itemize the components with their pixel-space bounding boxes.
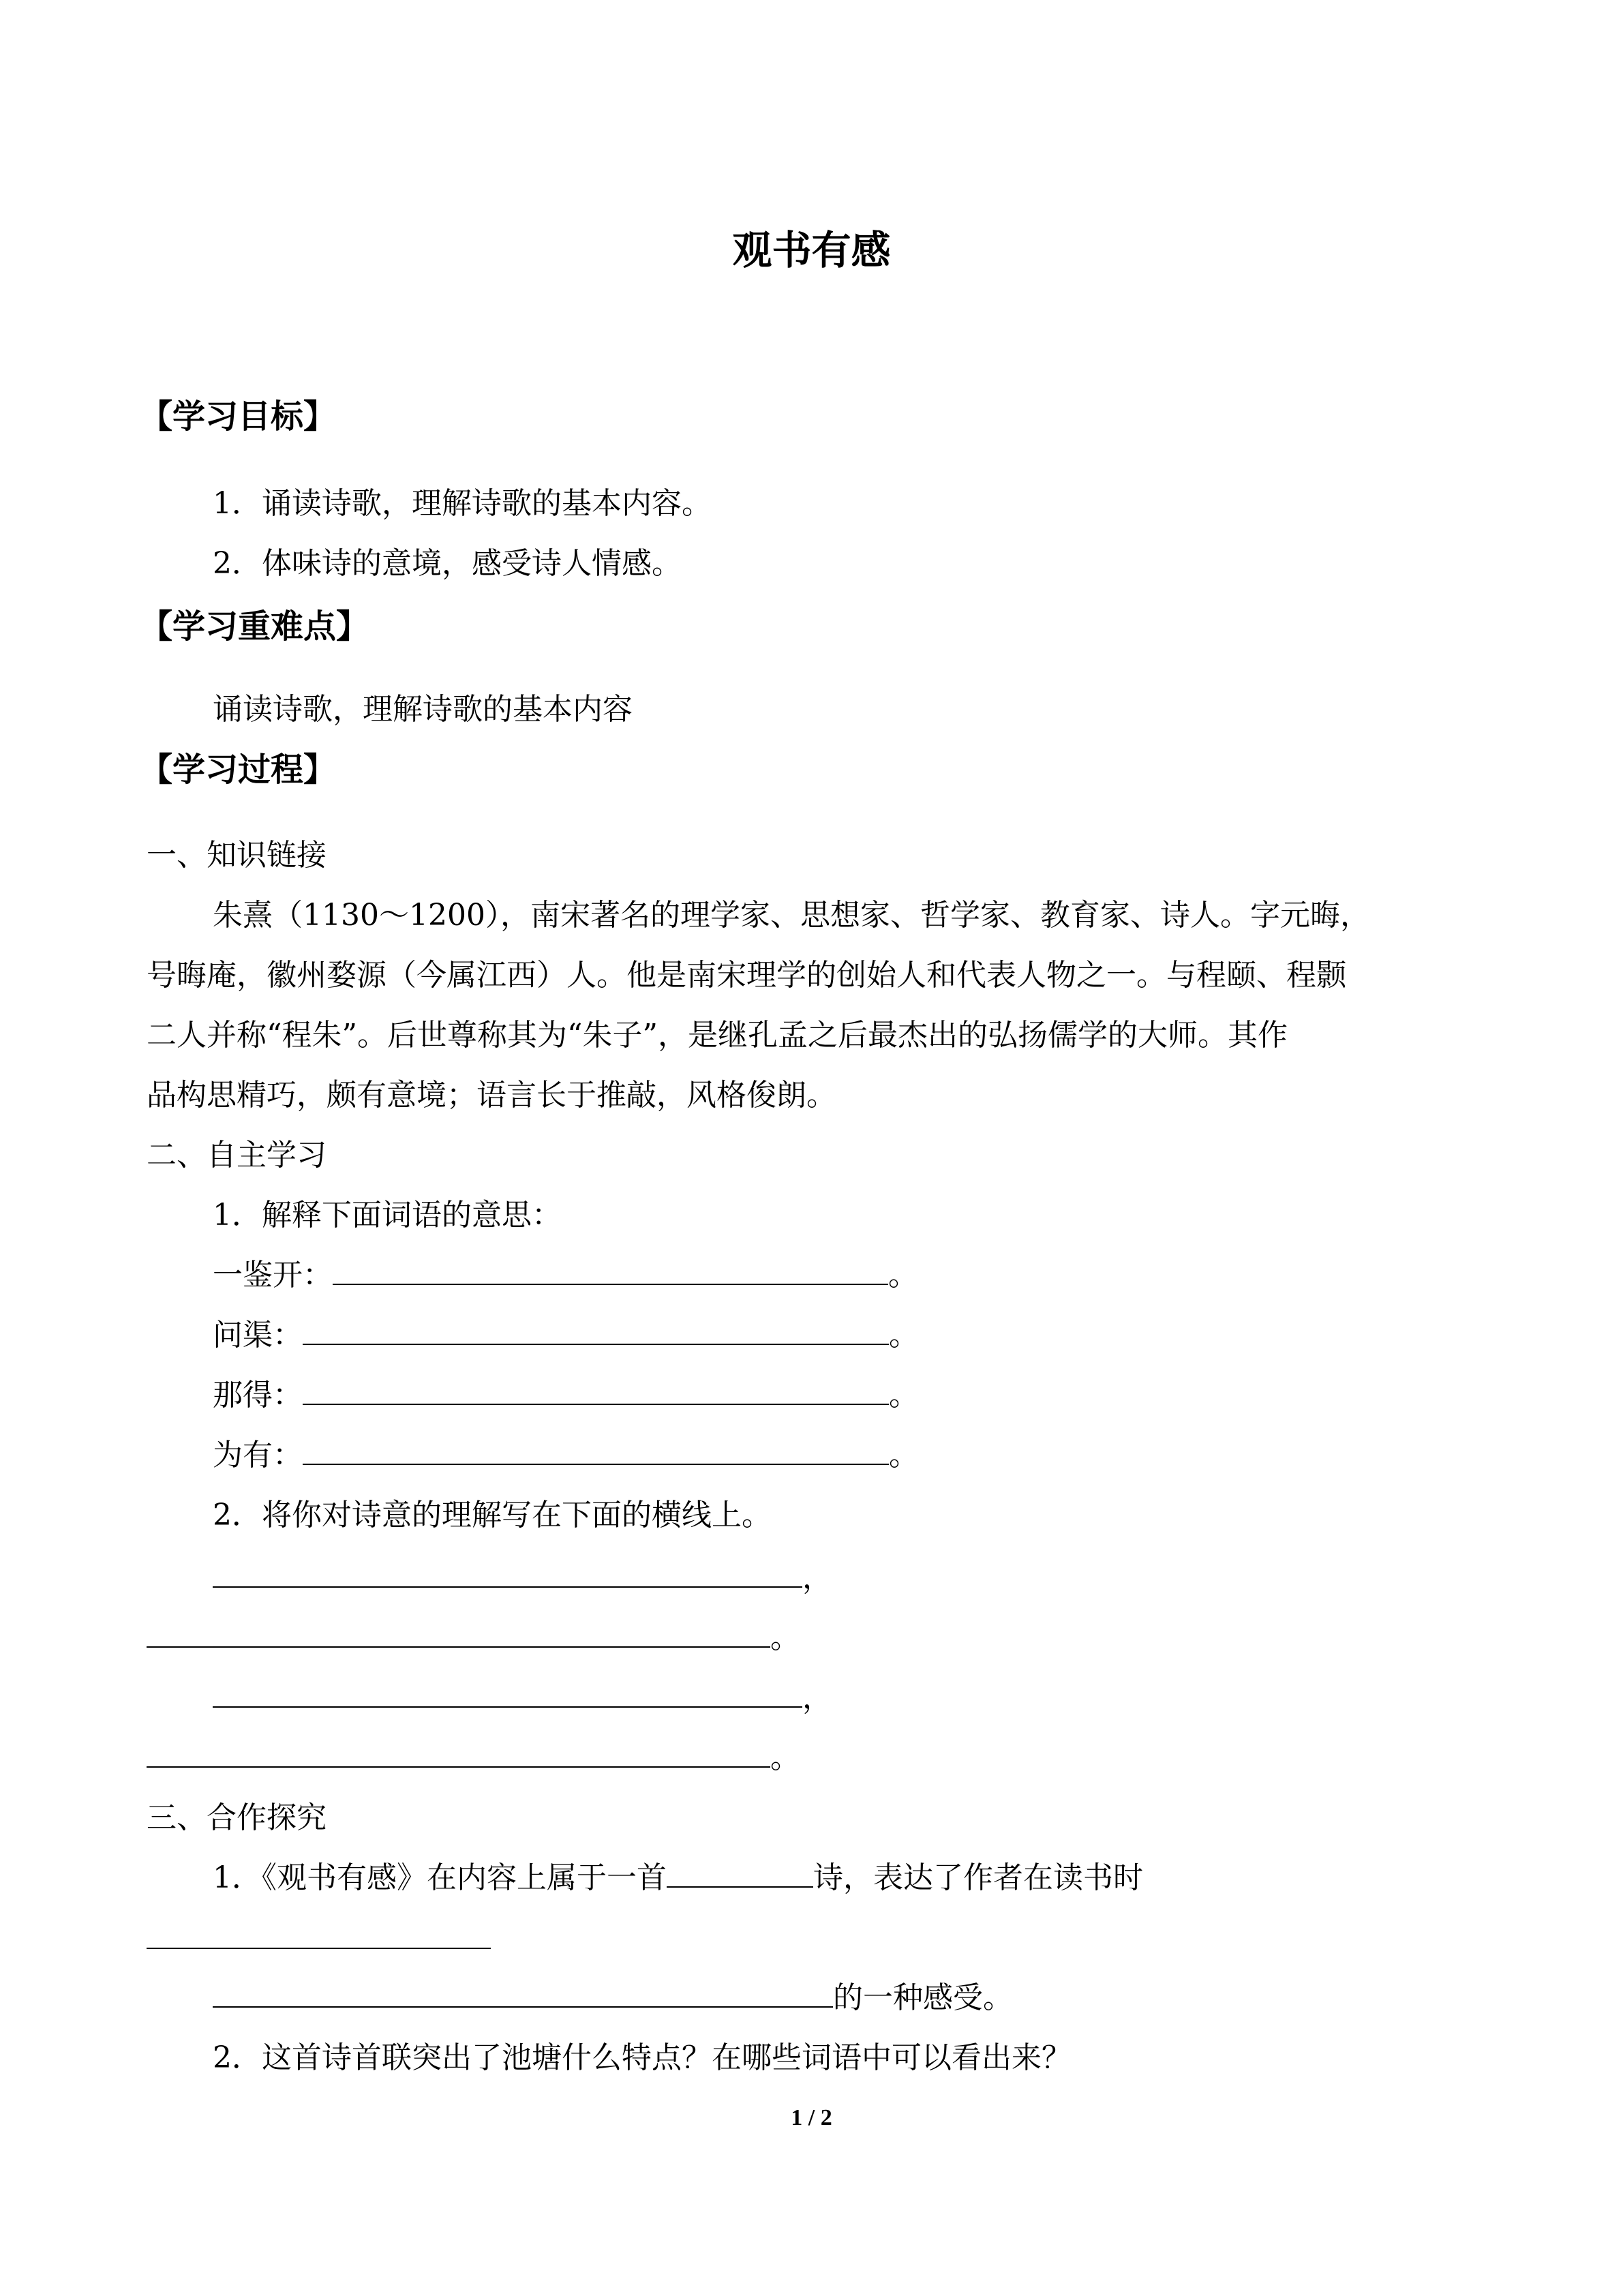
term-label: 问渠： [213,1318,303,1353]
part3-heading: 三、合作探究 [147,1800,327,1835]
goal-item-1: 1．诵读诗歌，理解诗歌的基本内容。 [213,486,712,521]
part2-heading: 二、自主学习 [147,1138,327,1173]
poem-line-4 [147,1733,800,1777]
answer-blank[interactable] [147,1736,770,1768]
term-end: 。 [889,1318,919,1353]
part3-q1 [213,1853,1143,1897]
poem-line-1 [213,1553,832,1597]
answer-blank[interactable] [213,1556,802,1588]
answer-blank[interactable] [147,1616,770,1648]
answer-blank[interactable] [333,1254,888,1285]
q1-text-c: 的一种感受。 [833,1980,1013,2015]
part1-line-4: 品构思精巧，颇有意境；语言长于推敲，风格俊朗。 [147,1078,836,1113]
term-label: 一鉴开： [213,1258,333,1293]
answer-blank[interactable] [213,1676,802,1708]
part3-q2: 2．这首诗首联突出了池塘什么特点？在哪些词语中可以看出来？ [213,2040,1072,2075]
part3-q1-cont [213,1973,1013,2016]
goals-heading: 【学习目标】 [140,397,337,436]
term-label: 那得： [213,1378,303,1413]
part2-q1: 1．解释下面词语的意思： [213,1198,562,1233]
part1-heading: 一、知识链接 [147,838,327,873]
goal-item-2: 2．体味诗的意境，感受诗人情感。 [213,546,682,581]
period: 。 [770,1740,800,1775]
term-row-2 [213,1310,919,1354]
answer-blank[interactable] [213,1976,833,2008]
q1-text-b: 诗，表达了作者在读书时 [813,1860,1143,1895]
comma: ， [802,1680,832,1715]
part2-q2: 2．将你对诗意的理解写在下面的横线上。 [213,1498,772,1532]
page-title: 观书有感 [732,227,891,273]
answer-line[interactable] [147,1948,491,1949]
term-end: 。 [889,1378,919,1413]
answer-blank[interactable] [303,1314,889,1345]
term-label: 为有： [213,1438,303,1472]
part1-line-3: 二人并称“程朱”。后世尊称其为“朱子”，是继孔孟之后最杰出的弘扬儒学的大师。其作 [147,1018,1288,1053]
term-row-3 [213,1370,919,1414]
part1-line-2: 号晦庵，徽州婺源（今属江西）人。他是南宋理学的创始人和代表人物之一。与程颐、程颢 [147,958,1346,993]
poem-line-3 [213,1673,832,1717]
term-row-1 [213,1250,918,1294]
page-number: 1 / 2 [791,2105,832,2130]
term-end: 。 [889,1438,919,1472]
process-heading: 【学习过程】 [140,751,337,789]
answer-blank[interactable] [303,1434,889,1465]
answer-blank[interactable] [303,1374,889,1405]
answer-blank[interactable] [667,1856,813,1888]
term-row-4 [213,1430,919,1474]
key-points-heading: 【学习重难点】 [140,607,369,646]
poem-line-2 [147,1613,800,1657]
term-end: 。 [888,1258,918,1293]
q1-text-a: 1．《观书有感》在内容上属于一首 [213,1860,667,1895]
key-points-text: 诵读诗歌，理解诗歌的基本内容 [213,692,633,727]
period: 。 [770,1620,800,1655]
comma: ， [802,1560,832,1595]
part1-line-1: 朱熹（1130～1200），南宋著名的理学家、思想家、哲学家、教育家、诗人。字元晦， [213,898,1370,933]
